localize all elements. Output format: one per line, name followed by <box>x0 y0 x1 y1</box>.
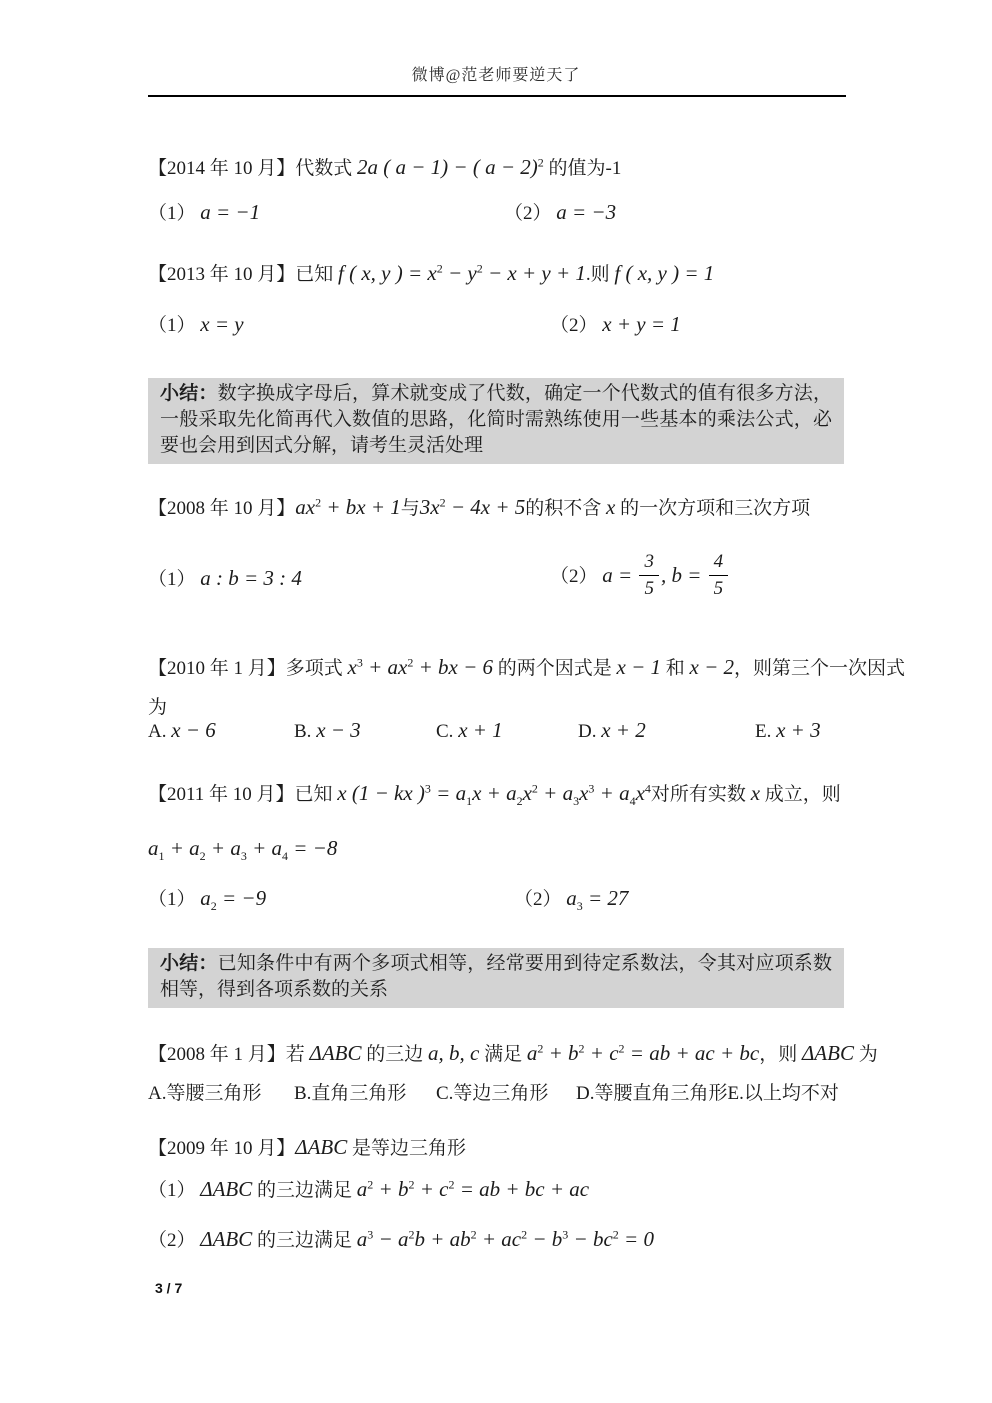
superscript: 3 <box>367 1227 374 1242</box>
subscript: 2 <box>199 848 206 863</box>
choice-b <box>294 1082 436 1106</box>
text-run: （1） <box>148 315 201 336</box>
text-run: 的三边 <box>361 1044 429 1065</box>
problem-2010-01-title-cont <box>148 696 858 720</box>
fraction-numerator: 4 <box>709 550 729 576</box>
text-run: A. <box>148 721 172 742</box>
math-text: a <box>566 886 577 910</box>
subscript: 2 <box>516 793 523 808</box>
summary-box-1 <box>148 378 844 464</box>
math-text: a = <box>602 562 638 587</box>
text-run: C.等边三角形 <box>436 1083 549 1104</box>
problem-2008-10-options <box>148 538 908 616</box>
condition-2 <box>148 1222 858 1258</box>
problem-2009-10-title <box>148 1130 858 1166</box>
math-text: = a <box>430 781 467 805</box>
condition-1 <box>148 564 550 591</box>
fraction-denominator: 5 <box>644 577 654 599</box>
text-run: 【2008 年 10 月】 <box>148 498 296 519</box>
math-text: b + ab <box>414 1227 471 1251</box>
math-text: ΔABC <box>295 1135 348 1159</box>
math-text: − y <box>442 261 477 285</box>
subscript: 4 <box>282 848 289 863</box>
superscript: 2 <box>618 1041 625 1056</box>
condition-1 <box>148 884 514 911</box>
header-divider-rule <box>148 95 846 97</box>
math-text: a <box>200 886 211 910</box>
math-text: x + 2 <box>601 718 646 742</box>
superscript: 3 <box>588 781 595 796</box>
text-run: 【2013 年 10 月】已知 <box>148 264 339 285</box>
math-text: = ab + bc + ac <box>454 1177 590 1201</box>
summary-text: 已知条件中有两个多项式相等，经常要用到待定系数法，令其对应项系数相等，得到各项系数的关系 <box>160 953 832 1000</box>
superscript: 3 <box>356 655 363 670</box>
math-text: x − 1 <box>616 655 662 679</box>
problem-2014-10-title <box>148 150 858 186</box>
problem-2013-10-title <box>148 256 858 292</box>
superscript: 2 <box>537 155 544 170</box>
math-text: a <box>356 1227 368 1251</box>
problem-2008-01-choices <box>148 1082 918 1106</box>
text-run: （2） <box>148 1230 201 1251</box>
page-header-title: 微博@范老师要逆天了 <box>411 67 581 84</box>
math-text: a <box>148 836 159 860</box>
text-run: （2） <box>514 889 567 910</box>
choice-e <box>755 718 821 743</box>
problem-2011-10-options <box>148 884 908 911</box>
text-run: 【2011 年 10 月】已知 <box>148 784 338 805</box>
condition-2 <box>504 198 616 225</box>
superscript: 2 <box>612 1227 619 1242</box>
subscript: 1 <box>158 848 165 863</box>
subscript: 3 <box>576 898 583 913</box>
superscript: 2 <box>578 1041 585 1056</box>
math-text: x <box>579 781 589 805</box>
math-text: a = −1 <box>200 200 261 224</box>
math-text: f ( x, y ) = 1 <box>614 261 715 285</box>
math-text: f ( x, y ) = x <box>338 261 437 285</box>
math-text: ΔABC <box>200 1227 253 1251</box>
math-text: x <box>522 781 532 805</box>
subscript: 3 <box>573 793 580 808</box>
text-run: 的三边满足 <box>252 1230 357 1251</box>
superscript: 2 <box>436 261 443 276</box>
math-text: − x + y + 1 <box>482 261 586 285</box>
math-text: + bx − 6 <box>413 655 494 679</box>
superscript: 2 <box>448 1177 455 1192</box>
problem-2010-01-choices <box>148 718 918 743</box>
math-text: + b <box>373 1177 409 1201</box>
superscript: 2 <box>537 1041 544 1056</box>
math-text: ΔABC <box>200 1177 253 1201</box>
fraction-numerator: 3 <box>639 550 659 576</box>
math-text: + b <box>543 1041 579 1065</box>
math-text: + a <box>537 781 574 805</box>
condition-1 <box>148 1172 858 1208</box>
math-text: = −8 <box>288 836 338 860</box>
choice-a <box>148 718 294 743</box>
text-run: （2） <box>550 565 603 587</box>
math-text: 3x <box>419 495 440 519</box>
superscript: 2 <box>367 1177 374 1192</box>
subscript: 2 <box>210 898 217 913</box>
condition-2 <box>550 310 681 337</box>
summary-label: 小结： <box>160 383 218 404</box>
fraction <box>709 550 729 601</box>
math-text: x <box>606 495 616 519</box>
subscript: 4 <box>629 793 636 808</box>
text-run: D. <box>578 721 602 742</box>
text-run: 【2008 年 1 月】若 <box>148 1044 310 1065</box>
condition-1 <box>148 310 550 337</box>
page-number: 3 / 7 <box>155 1280 183 1296</box>
math-text: + bx + 1 <box>321 495 401 519</box>
math-text: = ab + ac + bc <box>624 1041 760 1065</box>
superscript: 2 <box>315 495 322 510</box>
math-text: x <box>635 781 645 805</box>
math-text: − a <box>373 1227 409 1251</box>
text-run: 的三边满足 <box>252 1180 357 1201</box>
text-run: 【2009 年 10 月】 <box>148 1138 296 1159</box>
text-run: 与 <box>400 498 420 519</box>
text-run: 的值为-1 <box>543 158 622 179</box>
math-text: , b = <box>660 562 707 587</box>
math-text: a <box>356 1177 368 1201</box>
choice-d <box>578 718 755 743</box>
math-text: + ac <box>476 1227 522 1251</box>
math-text: = 0 <box>618 1227 654 1251</box>
text-run: D.等腰直角三角形E.以上均不对 <box>576 1083 839 1104</box>
text-run: 对所有实数 <box>650 784 751 805</box>
math-text: x + 1 <box>458 718 503 742</box>
math-text: 2a ( a − 1) − ( a − 2) <box>357 155 538 179</box>
superscript: 2 <box>531 781 538 796</box>
superscript: 2 <box>439 495 446 510</box>
math-text: + a <box>246 836 283 860</box>
choice-d-e <box>576 1082 839 1106</box>
math-text: x = y <box>200 312 244 336</box>
text-run: （2） <box>504 203 557 224</box>
text-run: 【2014 年 10 月】代数式 <box>148 158 358 179</box>
math-text: x <box>347 655 357 679</box>
math-text: x + a <box>472 781 517 805</box>
problem-2014-10-options <box>148 198 908 225</box>
text-run: （1） <box>148 568 201 590</box>
text-run: （1） <box>148 203 201 224</box>
choice-a <box>148 1082 294 1106</box>
math-text: x (1 − kx ) <box>337 781 425 805</box>
summary-box-2 <box>148 948 844 1008</box>
math-text: ΔABC <box>309 1041 362 1065</box>
problem-2008-01-title <box>148 1036 878 1072</box>
choice-b <box>294 718 436 743</box>
fraction <box>639 550 659 601</box>
problem-2013-10-options <box>148 310 908 337</box>
text-run: 的一次方项和三次方项 <box>615 498 811 519</box>
summary-label: 小结： <box>160 953 218 974</box>
superscript: 2 <box>408 1177 415 1192</box>
math-text: + a <box>164 836 200 860</box>
text-run: ，则 <box>759 1044 802 1065</box>
math-text: − 4x + 5 <box>445 495 526 519</box>
math-text: = −9 <box>216 886 267 910</box>
math-text: x − 2 <box>689 655 735 679</box>
text-run: 和 <box>661 658 690 679</box>
math-text: + ax <box>362 655 408 679</box>
problem-2011-10-equation <box>148 834 858 864</box>
choice-c <box>436 1082 576 1106</box>
condition-2 <box>550 552 730 603</box>
text-run: 为 <box>148 697 168 718</box>
condition-2 <box>514 884 628 911</box>
math-text: a : b = 3 : 4 <box>200 565 302 590</box>
math-text: ΔABC <box>801 1041 854 1065</box>
math-text: x + y = 1 <box>602 312 681 336</box>
text-run: （2） <box>550 315 603 336</box>
text-run: （1） <box>148 1180 201 1201</box>
text-run: ，则第三个一次因式 <box>734 658 906 679</box>
math-text: x − 6 <box>171 718 216 742</box>
math-text: − bc <box>568 1227 613 1251</box>
fraction-denominator: 5 <box>713 577 724 599</box>
text-run: 是等边三角形 <box>347 1138 467 1159</box>
subscript: 3 <box>240 848 247 863</box>
problem-2011-10-title <box>148 776 858 812</box>
math-text: + c <box>584 1041 619 1065</box>
superscript: 2 <box>521 1227 528 1242</box>
text-run: 的积不含 <box>525 498 607 519</box>
math-text: x <box>750 781 761 805</box>
text-run: 【2010 年 1 月】多项式 <box>148 658 348 679</box>
math-text: a = −3 <box>556 200 617 224</box>
condition-1 <box>148 198 504 225</box>
text-run: A.等腰三角形 <box>148 1083 262 1104</box>
text-run: B. <box>294 721 317 742</box>
text-run: 成立，则 <box>760 784 841 805</box>
text-run: C. <box>436 721 459 742</box>
text-run: 为 <box>853 1044 878 1065</box>
math-text: x − 3 <box>316 718 361 742</box>
superscript: 2 <box>470 1227 477 1242</box>
text-run: .则 <box>585 264 615 285</box>
superscript: 2 <box>408 1227 415 1242</box>
superscript: 2 <box>407 655 414 670</box>
text-run: B.直角三角形 <box>294 1083 407 1104</box>
text-run: 满足 <box>479 1044 527 1065</box>
superscript: 2 <box>476 261 483 276</box>
text-run: E. <box>755 721 777 742</box>
math-text: a <box>526 1041 538 1065</box>
summary-text: 数字换成字母后，算术就变成了代数，确定一个代数式的值有很多方法，一般采取先化简再代入数值的思路，化简时需熟练使用一些基本的乘法公式，必要也会用到因式分解，请考生灵活处理 <box>160 383 832 456</box>
subscript: 1 <box>466 793 473 808</box>
problem-2010-01-title <box>148 650 906 686</box>
math-text: a, b, c <box>428 1041 480 1065</box>
choice-c <box>436 718 578 743</box>
math-text: ax <box>295 495 316 519</box>
text-run: （1） <box>148 889 201 910</box>
text-run: 的两个因式是 <box>493 658 617 679</box>
math-text: + a <box>594 781 630 805</box>
math-text: + c <box>414 1177 449 1201</box>
math-text: − b <box>527 1227 563 1251</box>
superscript: 3 <box>562 1227 569 1242</box>
problem-2008-10-title <box>148 490 858 526</box>
math-text: x + 3 <box>776 718 821 742</box>
superscript: 3 <box>424 781 431 796</box>
math-text: = 27 <box>582 886 629 910</box>
superscript: 4 <box>644 781 651 796</box>
math-text: + a <box>205 836 241 860</box>
